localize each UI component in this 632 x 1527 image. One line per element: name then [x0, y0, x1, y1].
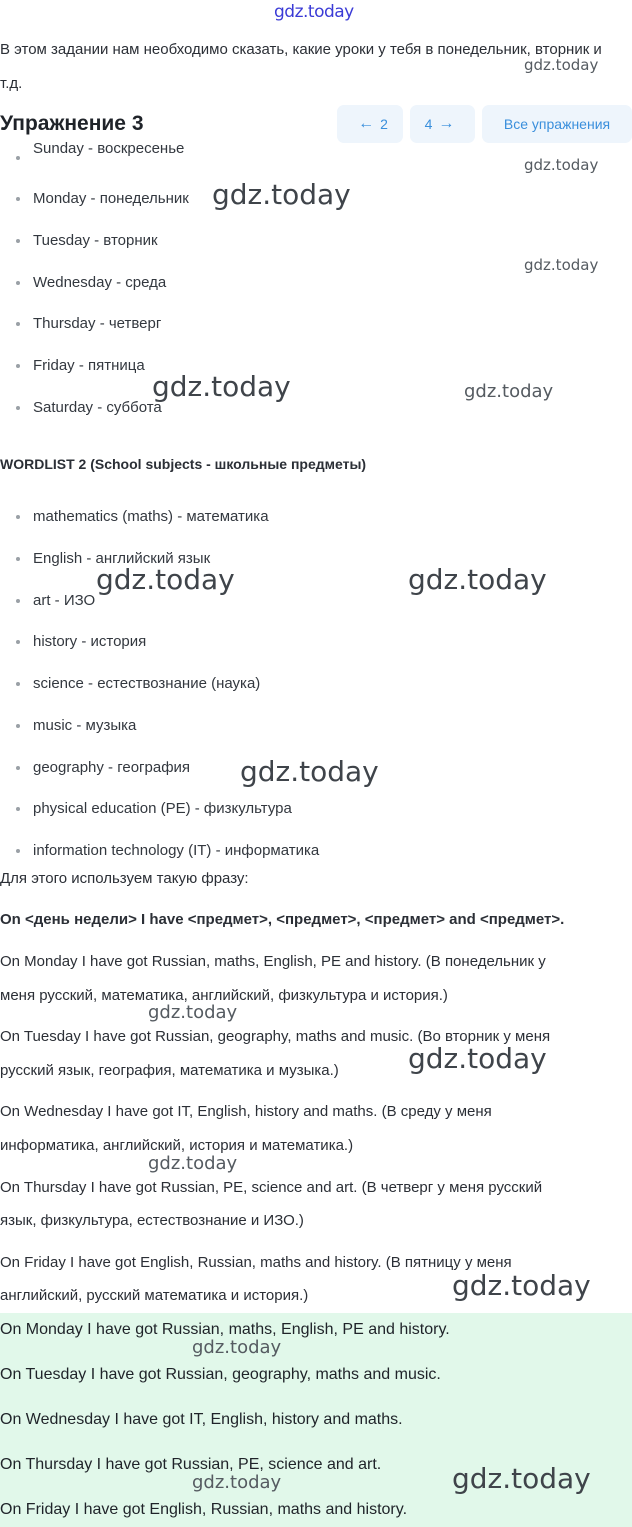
watermark: gdz.today: [408, 1042, 547, 1075]
arrow-right-icon: →: [438, 115, 455, 132]
arrow-left-icon: ←: [358, 115, 375, 132]
answer-line: On Thursday I have got Russian, PE, science and art.: [0, 1456, 382, 1473]
watermark: gdz.today: [452, 1269, 591, 1302]
intro-text: В этом задании нам необходимо сказать, какие уроки у тебя в понедельник, вторник и т.д.: [0, 41, 602, 92]
watermark: gdz.today: [192, 1337, 282, 1358]
watermark: gdz.today: [240, 755, 379, 788]
bullet-icon: [16, 682, 20, 686]
template-phrase: On <день недели> I have <предмет>, <предмет>, <предмет> and <предмет>.: [0, 911, 565, 928]
watermark: gdz.today: [192, 1472, 282, 1493]
bullet-icon: [16, 281, 20, 285]
watermark: gdz.today: [408, 563, 547, 596]
watermark: gdz.today: [96, 563, 235, 596]
list-item: history - история: [16, 633, 146, 650]
bullet-icon: [16, 406, 20, 410]
list-item: English - английский язык: [16, 550, 210, 567]
prev-exercise-label: 2: [380, 116, 388, 132]
watermark: gdz.today: [464, 381, 554, 402]
bullet-icon: [16, 197, 20, 201]
watermark: gdz.today: [148, 1002, 238, 1023]
example-line: русский язык, география, математика и музыка.): [0, 1062, 339, 1079]
bullet-icon: [16, 239, 20, 243]
list-item: Saturday - суббота: [16, 399, 162, 416]
example-line: язык, физкультура, естествознание и ИЗО.): [0, 1212, 304, 1229]
example-line: меня русский, математика, английский, физкультура и история.): [0, 987, 448, 1004]
list-item: geography - география: [16, 759, 190, 776]
all-exercises-button[interactable]: [482, 105, 632, 143]
answer-line: On Monday I have got Russian, maths, English, PE and history.: [0, 1321, 450, 1338]
example-line: On Thursday I have got Russian, PE, science and art. (В четверг у меня русский: [0, 1179, 543, 1196]
bullet-icon: [16, 807, 20, 811]
next-exercise-label: 4: [424, 116, 433, 132]
list-item: Tuesday - вторник: [16, 232, 158, 249]
watermark: gdz.today: [152, 370, 291, 403]
example-line: On Monday I have got Russian, maths, English, PE and history. (В понедельник у: [0, 953, 546, 970]
list-item: mathematics (maths) - математика: [16, 508, 269, 525]
list-item: information technology (IT) - информатика: [16, 842, 319, 859]
list-item: Sunday - воскресенье: [16, 149, 184, 167]
bullet-icon: [16, 322, 20, 326]
bullet-icon: [16, 766, 20, 770]
watermark: gdz.today: [212, 178, 351, 211]
bullet-icon: [16, 557, 20, 561]
bullet-icon: [16, 515, 20, 519]
list-item: Monday - понедельник: [16, 190, 189, 207]
list-item: Wednesday - среда: [16, 274, 166, 291]
list-item: physical education (PE) - физкультура: [16, 800, 292, 817]
watermark: gdz.today: [524, 256, 599, 274]
bullet-icon: [16, 849, 20, 853]
example-line: On Friday I have got English, Russian, maths and history. (В пятницу у меня: [0, 1254, 512, 1271]
example-line: английский, русский математика и история.): [0, 1287, 309, 1304]
bullet-icon: [16, 599, 20, 603]
bullet-icon: [16, 724, 20, 728]
answer-line: On Friday I have got English, Russian, maths and history.: [0, 1501, 408, 1518]
wordlist-heading: WORDLIST 2 (School subjects - школьные предметы): [0, 456, 367, 472]
example-line: информатика, английский, история и математика.): [0, 1137, 354, 1154]
watermark: gdz.today: [524, 156, 599, 174]
watermark: gdz.today: [524, 56, 599, 74]
example-line: On Wednesday I have got IT, English, history and maths. (В среду у меня: [0, 1103, 492, 1120]
watermark: gdz.today: [148, 1153, 238, 1174]
page-title: Упражнение 3: [0, 112, 144, 135]
bullet-icon: [16, 364, 20, 368]
site-logo[interactable]: gdz.today: [274, 2, 354, 22]
example-line: On Tuesday I have got Russian, geography, maths and music. (Во вторник у меня: [0, 1028, 551, 1045]
bullet-icon: [16, 640, 20, 644]
list-item: Friday - пятница: [16, 357, 145, 374]
bullet-icon: [16, 156, 20, 160]
list-item: science - естествознание (наука): [16, 675, 260, 692]
prev-exercise-button[interactable]: [337, 105, 403, 143]
all-exercises-label: Все упражнения: [503, 116, 611, 132]
list-item: art - ИЗО: [16, 592, 95, 609]
answer-line: On Wednesday I have got IT, English, history and maths.: [0, 1411, 403, 1428]
list-item: music - музыка: [16, 717, 136, 734]
next-exercise-button[interactable]: [410, 105, 475, 143]
list-item: Thursday - четверг: [16, 315, 161, 332]
watermark: gdz.today: [452, 1462, 591, 1495]
phrase-intro: Для этого используем такую фразу:: [0, 870, 249, 887]
answer-line: On Tuesday I have got Russian, geography, maths and music.: [0, 1366, 441, 1383]
